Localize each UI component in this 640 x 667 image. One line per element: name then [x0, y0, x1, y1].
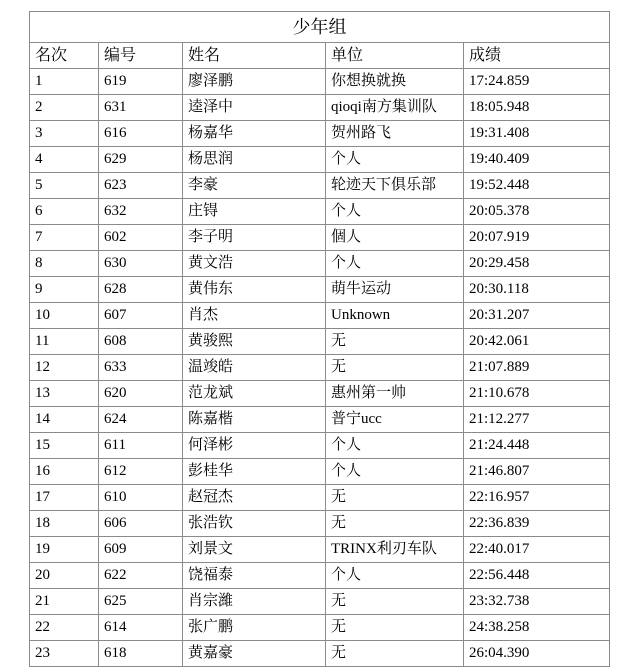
name-cell: 黄骏熙	[183, 329, 326, 355]
rank-cell: 22	[30, 615, 99, 641]
name-cell: 逵泽中	[183, 95, 326, 121]
name-cell: 范龙斌	[183, 381, 326, 407]
name-cell: 何泽彬	[183, 433, 326, 459]
time-cell: 22:36.839	[464, 511, 610, 537]
rank-cell: 5	[30, 173, 99, 199]
rank-cell: 15	[30, 433, 99, 459]
name-cell: 杨嘉华	[183, 121, 326, 147]
time-cell: 18:05.948	[464, 95, 610, 121]
number-cell: 625	[99, 589, 183, 615]
rank-cell: 19	[30, 537, 99, 563]
table-row	[30, 303, 610, 329]
number-cell: 610	[99, 485, 183, 511]
number-cell: 620	[99, 381, 183, 407]
name-cell: 温竣皓	[183, 355, 326, 381]
rank-cell: 11	[30, 329, 99, 355]
number-cell: 631	[99, 95, 183, 121]
name-cell: 李豪	[183, 173, 326, 199]
number-cell: 619	[99, 69, 183, 95]
header-name: 姓名	[183, 43, 326, 69]
unit-cell: TRINX利刃车队	[326, 537, 464, 563]
table-row	[30, 641, 610, 667]
name-cell: 庄锝	[183, 199, 326, 225]
number-cell: 633	[99, 355, 183, 381]
name-cell: 李子明	[183, 225, 326, 251]
time-cell: 20:31.207	[464, 303, 610, 329]
table-row	[30, 277, 610, 303]
name-cell: 赵冠杰	[183, 485, 326, 511]
number-cell: 624	[99, 407, 183, 433]
number-cell: 628	[99, 277, 183, 303]
rank-cell: 18	[30, 511, 99, 537]
name-cell: 刘景文	[183, 537, 326, 563]
unit-cell: 无	[326, 329, 464, 355]
time-cell: 20:42.061	[464, 329, 610, 355]
name-cell: 廖泽鹏	[183, 69, 326, 95]
unit-cell: 无	[326, 641, 464, 667]
unit-cell: 个人	[326, 251, 464, 277]
unit-cell: 轮迹天下俱乐部	[326, 173, 464, 199]
unit-cell: 惠州第一帅	[326, 381, 464, 407]
name-cell: 陈嘉楷	[183, 407, 326, 433]
rank-cell: 16	[30, 459, 99, 485]
number-cell: 608	[99, 329, 183, 355]
rank-cell: 8	[30, 251, 99, 277]
unit-cell: 个人	[326, 563, 464, 589]
time-cell: 19:52.448	[464, 173, 610, 199]
header-time: 成绩	[464, 43, 610, 69]
table-row	[30, 563, 610, 589]
header-rank: 名次	[30, 43, 99, 69]
time-cell: 21:12.277	[464, 407, 610, 433]
rank-cell: 20	[30, 563, 99, 589]
rank-cell: 12	[30, 355, 99, 381]
table-row	[30, 69, 610, 95]
unit-cell: 你想换就换	[326, 69, 464, 95]
table-row	[30, 433, 610, 459]
number-cell: 632	[99, 199, 183, 225]
number-cell: 612	[99, 459, 183, 485]
rank-cell: 17	[30, 485, 99, 511]
header-unit: 单位	[326, 43, 464, 69]
table-row	[30, 147, 610, 173]
time-cell: 21:10.678	[464, 381, 610, 407]
time-cell: 20:05.378	[464, 199, 610, 225]
name-cell: 黄伟东	[183, 277, 326, 303]
number-cell: 614	[99, 615, 183, 641]
unit-cell: 贺州路飞	[326, 121, 464, 147]
table-title: 少年组	[30, 12, 610, 43]
number-cell: 606	[99, 511, 183, 537]
rank-cell: 13	[30, 381, 99, 407]
unit-cell: qioqi南方集训队	[326, 95, 464, 121]
rank-cell: 7	[30, 225, 99, 251]
time-cell: 20:07.919	[464, 225, 610, 251]
results-table	[29, 11, 610, 667]
table-row	[30, 173, 610, 199]
table-row	[30, 329, 610, 355]
number-cell: 611	[99, 433, 183, 459]
rank-cell: 1	[30, 69, 99, 95]
table-row	[30, 485, 610, 511]
time-cell: 23:32.738	[464, 589, 610, 615]
header-number: 编号	[99, 43, 183, 69]
rank-cell: 4	[30, 147, 99, 173]
rank-cell: 21	[30, 589, 99, 615]
table-row	[30, 199, 610, 225]
number-cell: 618	[99, 641, 183, 667]
unit-cell: 萌牛运动	[326, 277, 464, 303]
name-cell: 肖宗濰	[183, 589, 326, 615]
time-cell: 20:30.118	[464, 277, 610, 303]
table-row	[30, 251, 610, 277]
name-cell: 黄嘉豪	[183, 641, 326, 667]
name-cell: 张浩钦	[183, 511, 326, 537]
results-table-body	[30, 12, 610, 667]
number-cell: 609	[99, 537, 183, 563]
time-cell: 17:24.859	[464, 69, 610, 95]
rank-cell: 6	[30, 199, 99, 225]
rank-cell: 2	[30, 95, 99, 121]
time-cell: 22:16.957	[464, 485, 610, 511]
time-cell: 24:38.258	[464, 615, 610, 641]
table-row	[30, 381, 610, 407]
time-cell: 21:24.448	[464, 433, 610, 459]
unit-cell: 普宁ucc	[326, 407, 464, 433]
time-cell: 19:31.408	[464, 121, 610, 147]
time-cell: 22:40.017	[464, 537, 610, 563]
table-row	[30, 537, 610, 563]
name-cell: 肖杰	[183, 303, 326, 329]
unit-cell: 无	[326, 485, 464, 511]
unit-cell: 個人	[326, 225, 464, 251]
unit-cell: 无	[326, 589, 464, 615]
unit-cell: 无	[326, 355, 464, 381]
unit-cell: 个人	[326, 199, 464, 225]
rank-cell: 9	[30, 277, 99, 303]
time-cell: 19:40.409	[464, 147, 610, 173]
time-cell: 21:07.889	[464, 355, 610, 381]
table-row	[30, 121, 610, 147]
number-cell: 607	[99, 303, 183, 329]
unit-cell: 个人	[326, 459, 464, 485]
time-cell: 26:04.390	[464, 641, 610, 667]
table-row	[30, 407, 610, 433]
table-row	[30, 615, 610, 641]
name-cell: 杨思润	[183, 147, 326, 173]
number-cell: 629	[99, 147, 183, 173]
unit-cell: Unknown	[326, 303, 464, 329]
unit-cell: 个人	[326, 433, 464, 459]
number-cell: 602	[99, 225, 183, 251]
name-cell: 张广鹏	[183, 615, 326, 641]
number-cell: 622	[99, 563, 183, 589]
rank-cell: 10	[30, 303, 99, 329]
rank-cell: 3	[30, 121, 99, 147]
table-row	[30, 95, 610, 121]
table-row	[30, 511, 610, 537]
number-cell: 623	[99, 173, 183, 199]
name-cell: 彭桂华	[183, 459, 326, 485]
time-cell: 20:29.458	[464, 251, 610, 277]
table-row	[30, 225, 610, 251]
table-row	[30, 355, 610, 381]
title-row	[30, 12, 610, 43]
unit-cell: 无	[326, 511, 464, 537]
unit-cell: 个人	[326, 147, 464, 173]
time-cell: 22:56.448	[464, 563, 610, 589]
number-cell: 630	[99, 251, 183, 277]
unit-cell: 无	[326, 615, 464, 641]
rank-cell: 14	[30, 407, 99, 433]
time-cell: 21:46.807	[464, 459, 610, 485]
number-cell: 616	[99, 121, 183, 147]
table-row	[30, 589, 610, 615]
name-cell: 饶福泰	[183, 563, 326, 589]
header-row	[30, 43, 610, 69]
name-cell: 黄文浩	[183, 251, 326, 277]
rank-cell: 23	[30, 641, 99, 667]
table-row	[30, 459, 610, 485]
